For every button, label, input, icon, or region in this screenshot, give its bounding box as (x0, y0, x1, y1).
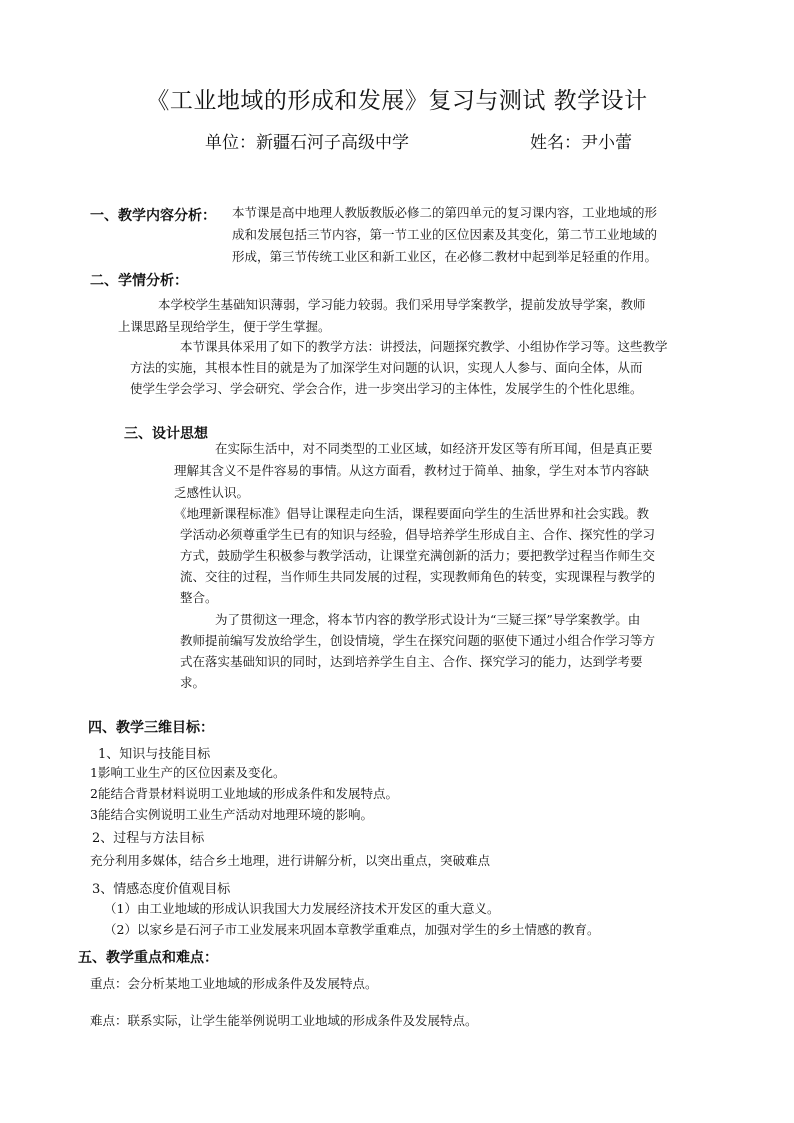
section-3-heading: 三、设计思想 (124, 426, 208, 442)
emotion-goal-item: （2）以家乡是石河子市工业发展来巩固本章教学重难点，加强对学生的乡土情感的教育。 (104, 922, 600, 937)
section-3-line: 整合。 (180, 590, 218, 605)
section-2-line: 上课思路呈现给学生，便于学生掌握。 (118, 319, 331, 334)
section-3-line: 方式，鼓励学生积极参与教学活动，让课堂充满创新的活力；要把教学过程当作师生交 (180, 548, 656, 563)
section-2-heading: 二、学情分析： (90, 273, 188, 289)
document-title: 《工业地域的形成和发展》复习与测试 教学设计 (146, 88, 648, 114)
author-unit: 单位：新疆石河子高级中学 (205, 133, 409, 153)
section-3-line: 教师提前编写发放给学生，创设情境，学生在探究问题的驱使下通过小组合作学习等方 (180, 633, 656, 648)
knowledge-goal-item: 1影响工业生产的区位因素及变化。 (90, 765, 286, 780)
knowledge-goal-item: 2能结合背景材料说明工业地域的形成条件和发展特点。 (90, 786, 398, 801)
process-goal-text: 充分利用多媒体，结合乡土地理，进行讲解分析，以突出重点，突破难点 (90, 853, 491, 868)
section-3-line: 理解其含义不是件容易的事情。从这方面看，教材过于简单、抽象，学生对本节内容缺 (174, 463, 650, 478)
section-3-line: 为了贯彻这一理念，将本节内容的教学形式设计为“三疑三探”导学案教学。由 (215, 612, 641, 627)
section-3-line: 学活动必须尊重学生已有的知识与经验，倡导培养学生形成自主、合作、探究性的学习 (180, 527, 656, 542)
section-3-line: 式在落实基础知识的同时，达到培养学生自主、合作、探究学习的能力，达到学考要 (180, 654, 643, 669)
section-2-line: 本节课具体采用了如下的教学方法：讲授法，问题探究教学、小组协作学习等。这些教学 (180, 339, 668, 354)
section-3-line: 在实际生活中，对不同类型的工业区域，如经济开发区等有所耳闻，但是真正要 (215, 441, 653, 456)
section-1-heading: 一、教学内容分析： (90, 208, 216, 224)
author-name: 姓名：尹小蕾 (530, 133, 632, 153)
process-goal-title: 2、过程与方法目标 (92, 831, 205, 846)
section-2-line: 方法的实施，其根本性目的就是为了加深学生对问题的认识，实现人人参与、面向全体，从而 (130, 360, 643, 375)
section-3-line: 流、交往的过程，当作师生共同发展的过程，实现教师角色的转变，实现课程与教学的 (180, 569, 656, 584)
section-1-line: 形成，第三节传统工业区和新工业区，在必修二教材中起到举足轻重的作用。 (232, 249, 658, 264)
section-4-heading: 四、教学三维目标： (88, 720, 214, 736)
section-2-line: 使学生学会学习、学会研究、学会合作，进一步突出学习的主体性，发展学生的个性化思维。 (130, 381, 643, 396)
section-5-heading: 五、教学重点和难点： (78, 950, 218, 966)
knowledge-goal-title: 1、知识与技能目标 (98, 747, 211, 762)
section-3-line: 《地理新课程标准》倡导让课程走向生活，课程要面向学生的生活世界和社会实践。教 (174, 506, 650, 521)
section-1-line: 成和发展包括三节内容，第一节工业的区位因素及其变化，第二节工业地域的 (232, 227, 658, 242)
section-2-line: 本学校学生基础知识薄弱，学习能力较弱。我们采用导学案教学，提前发放导学案，教师 (158, 297, 646, 312)
emotion-goal-item: （1）由工业地域的形成认识我国大力发展经济技术开发区的重大意义。 (104, 901, 500, 916)
section-3-line: 乏感性认识。 (174, 485, 250, 500)
key-point-text: 重点：会分析某地工业地域的形成条件及发展特点。 (90, 976, 378, 991)
section-3-line: 求。 (180, 675, 206, 690)
knowledge-goal-item: 3能结合实例说明工业生产活动对地理环境的影响。 (90, 807, 373, 822)
difficult-point-text: 难点：联系实际，让学生能举例说明工业地域的形成条件及发展特点。 (90, 1013, 478, 1028)
section-1-line: 本节课是高中地理人教版教版必修二的第四单元的复习课内容，工业地域的形 (232, 205, 658, 220)
emotion-goal-title: 3、情感态度价值观目标 (92, 882, 231, 897)
